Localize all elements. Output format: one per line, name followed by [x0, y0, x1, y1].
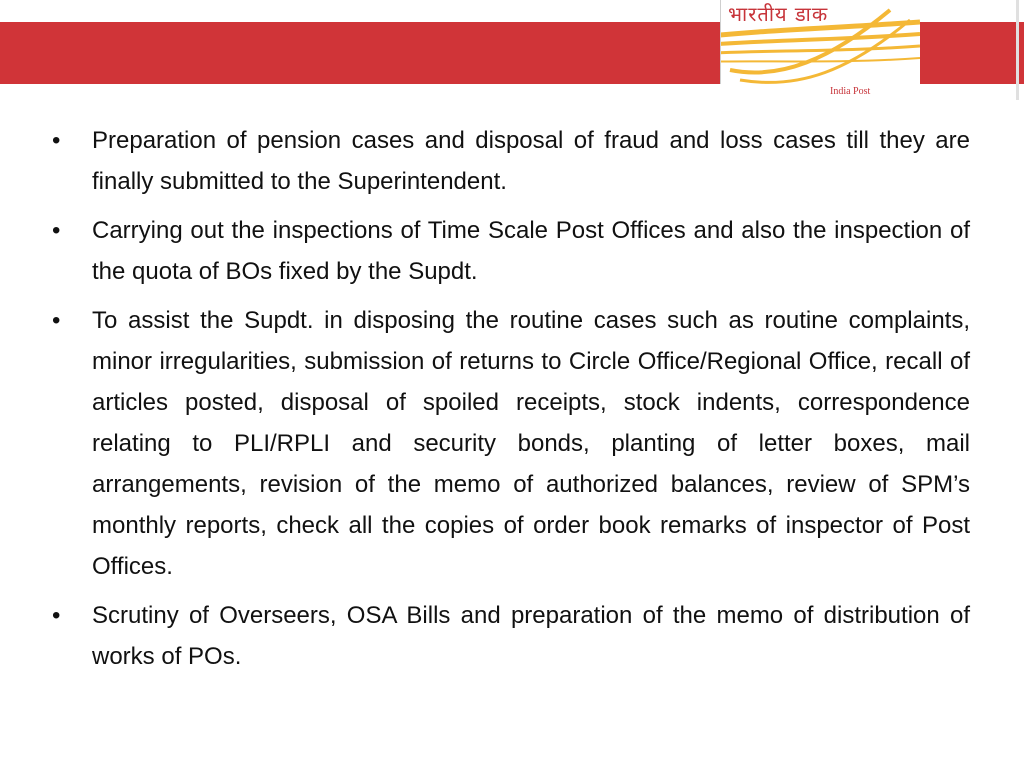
- list-item: [48, 300, 970, 587]
- bullet-icon: •: [52, 307, 61, 334]
- header-band: [0, 22, 720, 84]
- logo-english-text: India Post: [830, 86, 871, 97]
- bullet-text: To assist the Supdt. in disposing the routine cases such as routine complaints, minor irregularities, submission of returns to Circle Office/Regional Office, recall of articles posted, disposal of spoiled receipts, stock indents, correspondence relating to PLI/RPLI and security bonds, planting of letter boxes, mail arrangements, revision of the memo of authorized balances, review of SPM’s monthly reports, check all the copies of order book remarks of inspector of Post Offices.: [92, 307, 970, 580]
- logo-hindi-text: भारतीय डाक: [728, 2, 829, 26]
- header-band-right: [920, 22, 1024, 84]
- bullet-text: Preparation of pension cases and disposal of fraud and loss cases till they are finally submitted to the Superintendent.: [92, 127, 970, 195]
- list-item: [48, 595, 970, 677]
- slide-edge: [1016, 0, 1019, 100]
- bullet-text: Carrying out the inspections of Time Scale Post Offices and also the inspection of the quota of BOs fixed by the Supdt.: [92, 217, 970, 285]
- list-item: [48, 120, 970, 202]
- bullet-icon: •: [52, 602, 61, 629]
- india-post-logo: [720, 0, 920, 100]
- bullet-list: [48, 120, 970, 677]
- slide-content: [48, 120, 970, 685]
- bullet-icon: •: [52, 217, 61, 244]
- bullet-icon: •: [52, 127, 61, 154]
- list-item: [48, 210, 970, 292]
- bullet-text: Scrutiny of Overseers, OSA Bills and preparation of the memo of distribution of works of POs.: [92, 602, 970, 670]
